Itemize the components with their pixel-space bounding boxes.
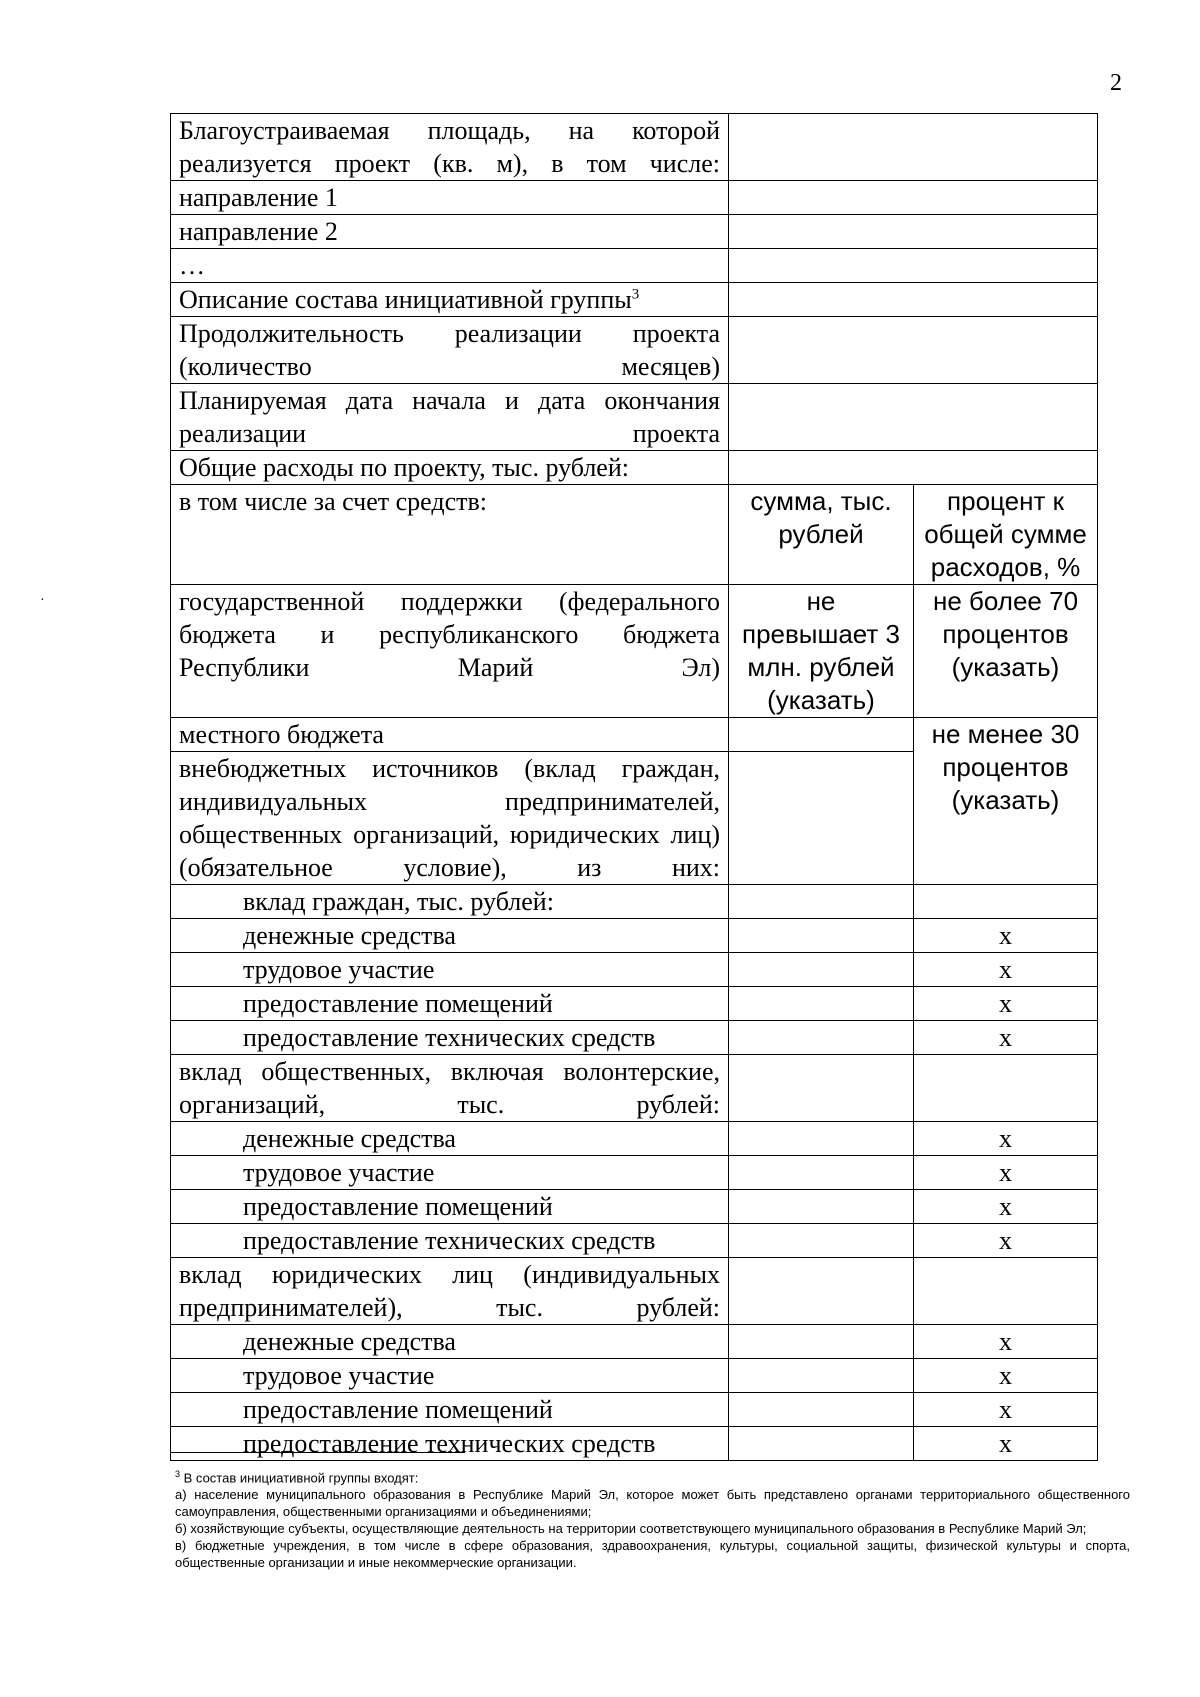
footnotes <box>175 1466 1130 1571</box>
value-cell[interactable] <box>729 1427 914 1461</box>
row-label-direction-1: направление 1 <box>171 181 729 215</box>
row-label-money: денежные средства <box>171 919 729 953</box>
table-row <box>171 953 1098 987</box>
row-label-premises: предоставление помещений <box>171 1393 729 1427</box>
table-row <box>171 919 1098 953</box>
value-cell[interactable] <box>729 1190 914 1224</box>
table-row <box>171 485 1098 585</box>
row-label-local-budget: местного бюджета <box>171 718 729 752</box>
value-cell[interactable] <box>729 283 1098 317</box>
value-cell[interactable] <box>914 1258 1098 1325</box>
x-mark: x <box>914 919 1098 953</box>
footnote-intro-text: В состав инициативной группы входят: <box>183 1470 419 1486</box>
footnote-divider <box>170 1452 465 1453</box>
value-cell[interactable] <box>729 384 1098 451</box>
header-sum: сумма, тыс. рублей <box>729 485 914 585</box>
row-label-duration: Продолжительность реализации проекта (количество месяцев) <box>171 317 729 384</box>
row-label-labor: трудовое участие <box>171 1156 729 1190</box>
row-label-total: Общие расходы по проекту, тыс. рублей: <box>171 451 729 485</box>
value-cell[interactable] <box>729 1224 914 1258</box>
x-mark: x <box>914 1224 1098 1258</box>
x-mark: x <box>914 953 1098 987</box>
table-row <box>171 215 1098 249</box>
x-mark: x <box>914 1021 1098 1055</box>
row-label-citizens: вклад граждан, тыс. рублей: <box>171 885 729 919</box>
row-label-ellipsis: … <box>171 249 729 283</box>
value-cell[interactable] <box>729 919 914 953</box>
row-label-legal-entities: вклад юридических лиц (индивидуальных предпринимателей), тыс. рублей: <box>171 1258 729 1325</box>
x-mark: x <box>914 1427 1098 1461</box>
table-row <box>171 1190 1098 1224</box>
row-label-premises: предоставление помещений <box>171 1190 729 1224</box>
local-percent-note: не менее 30 процентов (указать) <box>914 718 1098 885</box>
table-row <box>171 885 1098 919</box>
table-row <box>171 585 1098 718</box>
value-cell[interactable] <box>729 885 914 919</box>
value-cell[interactable] <box>729 1258 914 1325</box>
row-label-area: Благоустраиваемая площадь, на которой реализуется проект (кв. м), в том числе: <box>171 114 729 181</box>
table-row <box>171 1055 1098 1122</box>
footnote-intro <box>175 1466 1130 1486</box>
page-number: 2 <box>1110 70 1122 96</box>
scan-speck: · <box>40 593 45 608</box>
table-row <box>171 1359 1098 1393</box>
row-label-organizations: вклад общественных, включая волонтерские, организаций, тыс. рублей: <box>171 1055 729 1122</box>
state-sum-note: не превышает 3 млн. рублей (указать) <box>729 585 914 718</box>
row-label-including: в том числе за счет средств: <box>171 485 729 585</box>
x-mark: x <box>914 1156 1098 1190</box>
footnote-number: 3 <box>175 1469 181 1479</box>
table-row <box>171 181 1098 215</box>
row-label-state-support: государственной поддержки (федерального бюджета и республиканского бюджета Республики Марий Эл) <box>171 585 729 718</box>
row-label-tech: предоставление технических средств <box>171 1021 729 1055</box>
value-cell[interactable] <box>729 114 1098 181</box>
footnote-item-c: в) бюджетные учреждения, в том числе в сфере образования, здравоохранения, культуры, социальной защиты, физической культуры и спорта, общественные организации и иные некоммерческие организации. <box>175 1538 1130 1571</box>
value-cell[interactable] <box>729 215 1098 249</box>
row-label-labor: трудовое участие <box>171 953 729 987</box>
value-cell[interactable] <box>729 317 1098 384</box>
table-row <box>171 1156 1098 1190</box>
table-row <box>171 1393 1098 1427</box>
table-row <box>171 249 1098 283</box>
value-cell[interactable] <box>729 1122 914 1156</box>
row-label-money: денежные средства <box>171 1325 729 1359</box>
value-cell[interactable] <box>729 451 1098 485</box>
x-mark: x <box>914 1393 1098 1427</box>
x-mark: x <box>914 1359 1098 1393</box>
value-cell[interactable] <box>914 885 1098 919</box>
table-row <box>171 1427 1098 1461</box>
row-label-tech: предоставление технических средств <box>171 1224 729 1258</box>
value-cell[interactable] <box>729 752 914 885</box>
footnote-ref: 3 <box>631 286 640 303</box>
table-row <box>171 1258 1098 1325</box>
value-cell[interactable] <box>729 1359 914 1393</box>
x-mark: x <box>914 1325 1098 1359</box>
value-cell[interactable] <box>729 249 1098 283</box>
initiative-text: Описание состава инициативной группы <box>179 285 632 314</box>
table-row <box>171 283 1098 317</box>
table-row <box>171 114 1098 181</box>
value-cell[interactable] <box>729 1021 914 1055</box>
state-percent-note: не более 70 процентов (указать) <box>914 585 1098 718</box>
x-mark: x <box>914 987 1098 1021</box>
header-percent: процент к общей сумме расходов, % <box>914 485 1098 585</box>
table-row <box>171 384 1098 451</box>
footnote-item-a: а) население муниципального образования в Республике Марий Эл, которое может быть представлено органами территориального общественного самоуправления, общественными организациями и объединениями; <box>175 1487 1130 1520</box>
table-row <box>171 451 1098 485</box>
value-cell[interactable] <box>914 1055 1098 1122</box>
value-cell[interactable] <box>729 1325 914 1359</box>
table-row <box>171 317 1098 384</box>
row-label-initiative-group <box>171 283 729 317</box>
row-label-dates: Планируемая дата начала и дата окончания реализации проекта <box>171 384 729 451</box>
value-cell[interactable] <box>729 1393 914 1427</box>
row-label-tech: предоставление технических средств <box>171 1427 729 1461</box>
table-row <box>171 1325 1098 1359</box>
table-row <box>171 718 1098 752</box>
row-label-direction-2: направление 2 <box>171 215 729 249</box>
table-row <box>171 987 1098 1021</box>
table-row <box>171 1224 1098 1258</box>
value-cell[interactable] <box>729 987 914 1021</box>
table-row <box>171 1122 1098 1156</box>
row-label-extrabudgetary: внебюджетных источников (вклад граждан, индивидуальных предпринимателей, общественных организаций, юридических лиц) (обязательное условие), из них: <box>171 752 729 885</box>
value-cell[interactable] <box>729 1156 914 1190</box>
project-form-table <box>170 113 1098 1461</box>
footnote-item-b: б) хозяйствующие субъекты, осуществляющие деятельность на территории соответствующего муниципального образования в Республике Марий Эл; <box>175 1521 1087 1537</box>
row-label-money: денежные средства <box>171 1122 729 1156</box>
row-label-labor: трудовое участие <box>171 1359 729 1393</box>
x-mark: x <box>914 1122 1098 1156</box>
value-cell[interactable] <box>729 718 914 752</box>
row-label-premises: предоставление помещений <box>171 987 729 1021</box>
x-mark: x <box>914 1190 1098 1224</box>
value-cell[interactable] <box>729 181 1098 215</box>
value-cell[interactable] <box>729 953 914 987</box>
table-row <box>171 1021 1098 1055</box>
value-cell[interactable] <box>729 1055 914 1122</box>
